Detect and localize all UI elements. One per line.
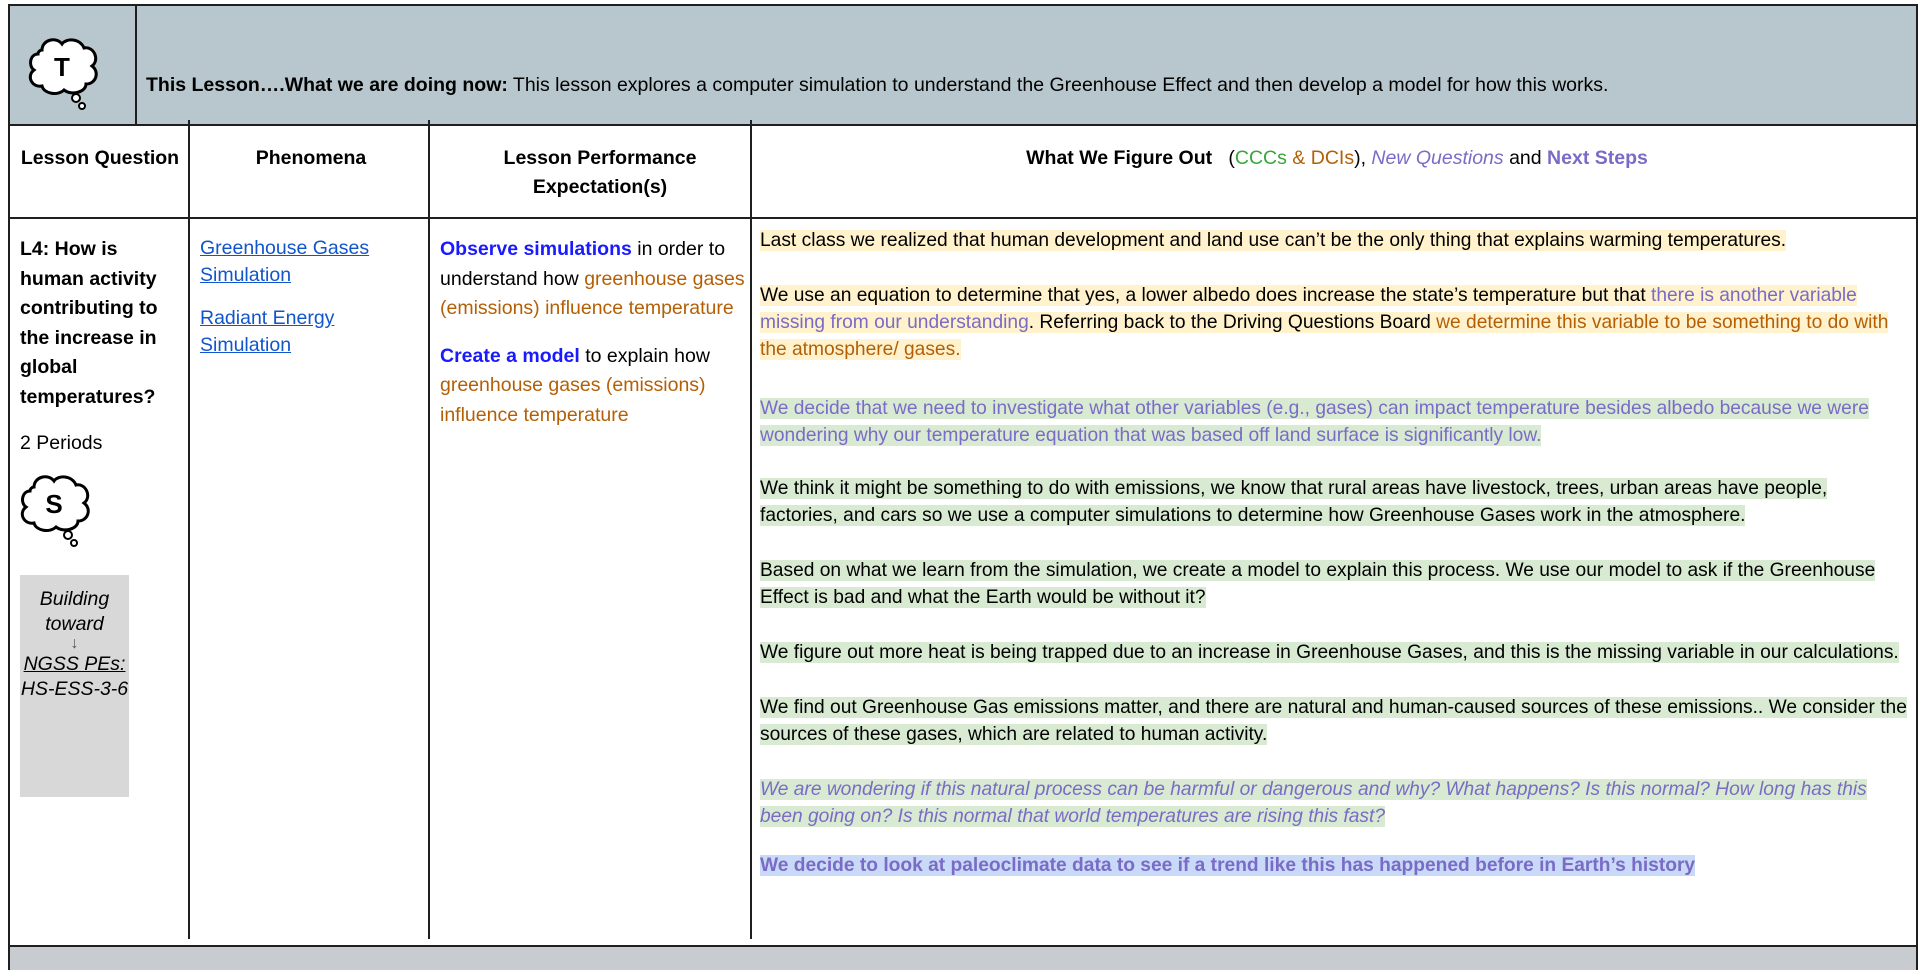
figure-out-p4: We think it might be something to do with emissions, we know that rural areas have livestock, trees, urban areas have people, factories, and cars so we use a computer simulations to determine how Greenhouse Gases work in the atmosphere.	[760, 478, 1828, 526]
greenhouse-gases-simulation-link[interactable]: Greenhouse Gases Simulation	[200, 237, 370, 286]
figure-out-p3: We decide that we need to investigate what other variables (e.g., gases) can impact temperature besides albedo because we were wondering why our temperature equation that was based off land surface is significantly low.	[760, 398, 1869, 446]
svg-text:S: S	[45, 489, 63, 519]
summary-text: This lesson explores a computer simulation to understand the Greenhouse Effect and then develop a model for how this works.	[507, 74, 1609, 96]
svg-text:T: T	[54, 52, 70, 82]
header-row	[10, 126, 1916, 219]
figure-out-title: What We Figure Out	[1026, 147, 1213, 169]
figure-out-p9: We decide to look at paleoclimate data to see if a trend like this has happened before in Earth’s history	[760, 855, 1696, 876]
figure-out-p2b: there is another variable missing from our understanding	[760, 285, 1857, 333]
figure-out-p8: We are wondering if this natural process can be harmful or dangerous and why? What happens? Is this normal? How long has this been going on? Is this normal that world temperatures are rising this fast?	[760, 779, 1867, 827]
figure-out-p1: Last class we realized that human development and land use can’t be the only thing that explains warming temperatures.	[760, 230, 1787, 251]
header-phenomena: Phenomena	[255, 147, 367, 169]
figure-out-p2c: . Referring back to the Driving Questions Board	[1028, 312, 1437, 333]
amp-label: &	[1292, 147, 1306, 169]
lesson-table	[8, 4, 1918, 970]
thought-bubble-icon	[24, 32, 106, 110]
pe1-bold: Observe simulations	[440, 238, 632, 260]
header-figure-out: What We Figure Out (CCCs & DCIs), New Questions and Next Steps	[1026, 147, 1648, 169]
header-lesson-question: Lesson Question	[20, 147, 180, 169]
top-icon-cell	[10, 6, 137, 124]
and-label: and	[1509, 147, 1542, 169]
summary-label: This Lesson….What we are doing now:	[146, 74, 508, 96]
figure-out-p7: We find out Greenhouse Gas emissions matter, and there are natural and human-caused sources of these emissions.. We consider the sources of these gases, which are related to human activity.	[760, 697, 1907, 745]
pe2-bold: Create a model	[440, 344, 580, 367]
thought-bubble-icon	[16, 469, 98, 547]
column-divider	[428, 120, 430, 939]
figure-out-p2d: we determine this variable to be something to do with the atmosphere/ gases.	[760, 312, 1889, 360]
new-questions-label: New Questions	[1371, 147, 1504, 169]
pe1-orange: greenhouse gases (emissions) influence temperature	[440, 267, 745, 319]
lesson-periods: 2 Periods	[20, 432, 103, 454]
figure-out-p2a: We use an equation to determine that yes, a lower albedo does increase the state’s temperature but that	[760, 285, 1651, 306]
pe1-mid: in order to understand how	[440, 238, 726, 290]
radiant-energy-simulation-link[interactable]: Radiant Energy Simulation	[200, 307, 335, 356]
performance-expectations	[440, 235, 752, 430]
column-divider	[188, 120, 190, 939]
arrow-down-icon: ↓	[70, 635, 79, 652]
column-divider	[750, 120, 752, 939]
phenomena-links	[200, 235, 410, 359]
lesson-summary	[146, 74, 1608, 97]
standard-code: HS-ESS-3-6	[20, 677, 129, 700]
ngss-pes-label: NGSS PEs:	[23, 653, 126, 675]
footer-bar	[10, 947, 1916, 970]
pe2-mid: to explain how	[579, 344, 710, 367]
lesson-question: L4: How is human activity contributing to the increase in global temperatures?	[20, 238, 158, 408]
ccc-label: CCCs	[1234, 147, 1287, 169]
next-steps-label: Next Steps	[1547, 147, 1648, 169]
lesson-row	[10, 219, 1916, 947]
figure-out-p5: Based on what we learn from the simulation, we create a model to explain this process. We use our model to ask if the Greenhouse Effect is bad and what the Earth would be without it?	[760, 560, 1876, 608]
header-performance: Lesson Performance Expectation(s)	[503, 147, 697, 198]
top-banner	[10, 6, 1916, 126]
building-toward-label: Building toward	[39, 588, 110, 635]
building-toward-box	[20, 575, 129, 797]
figure-out-p6: We figure out more heat is being trapped due to an increase in Greenhouse Gases, and this is the missing variable in our calculations.	[760, 642, 1899, 663]
figure-out-column	[760, 227, 1910, 879]
dci-label: DCIs	[1310, 147, 1355, 169]
pe2-orange: greenhouse gases (emissions) influence temperature	[440, 374, 706, 426]
